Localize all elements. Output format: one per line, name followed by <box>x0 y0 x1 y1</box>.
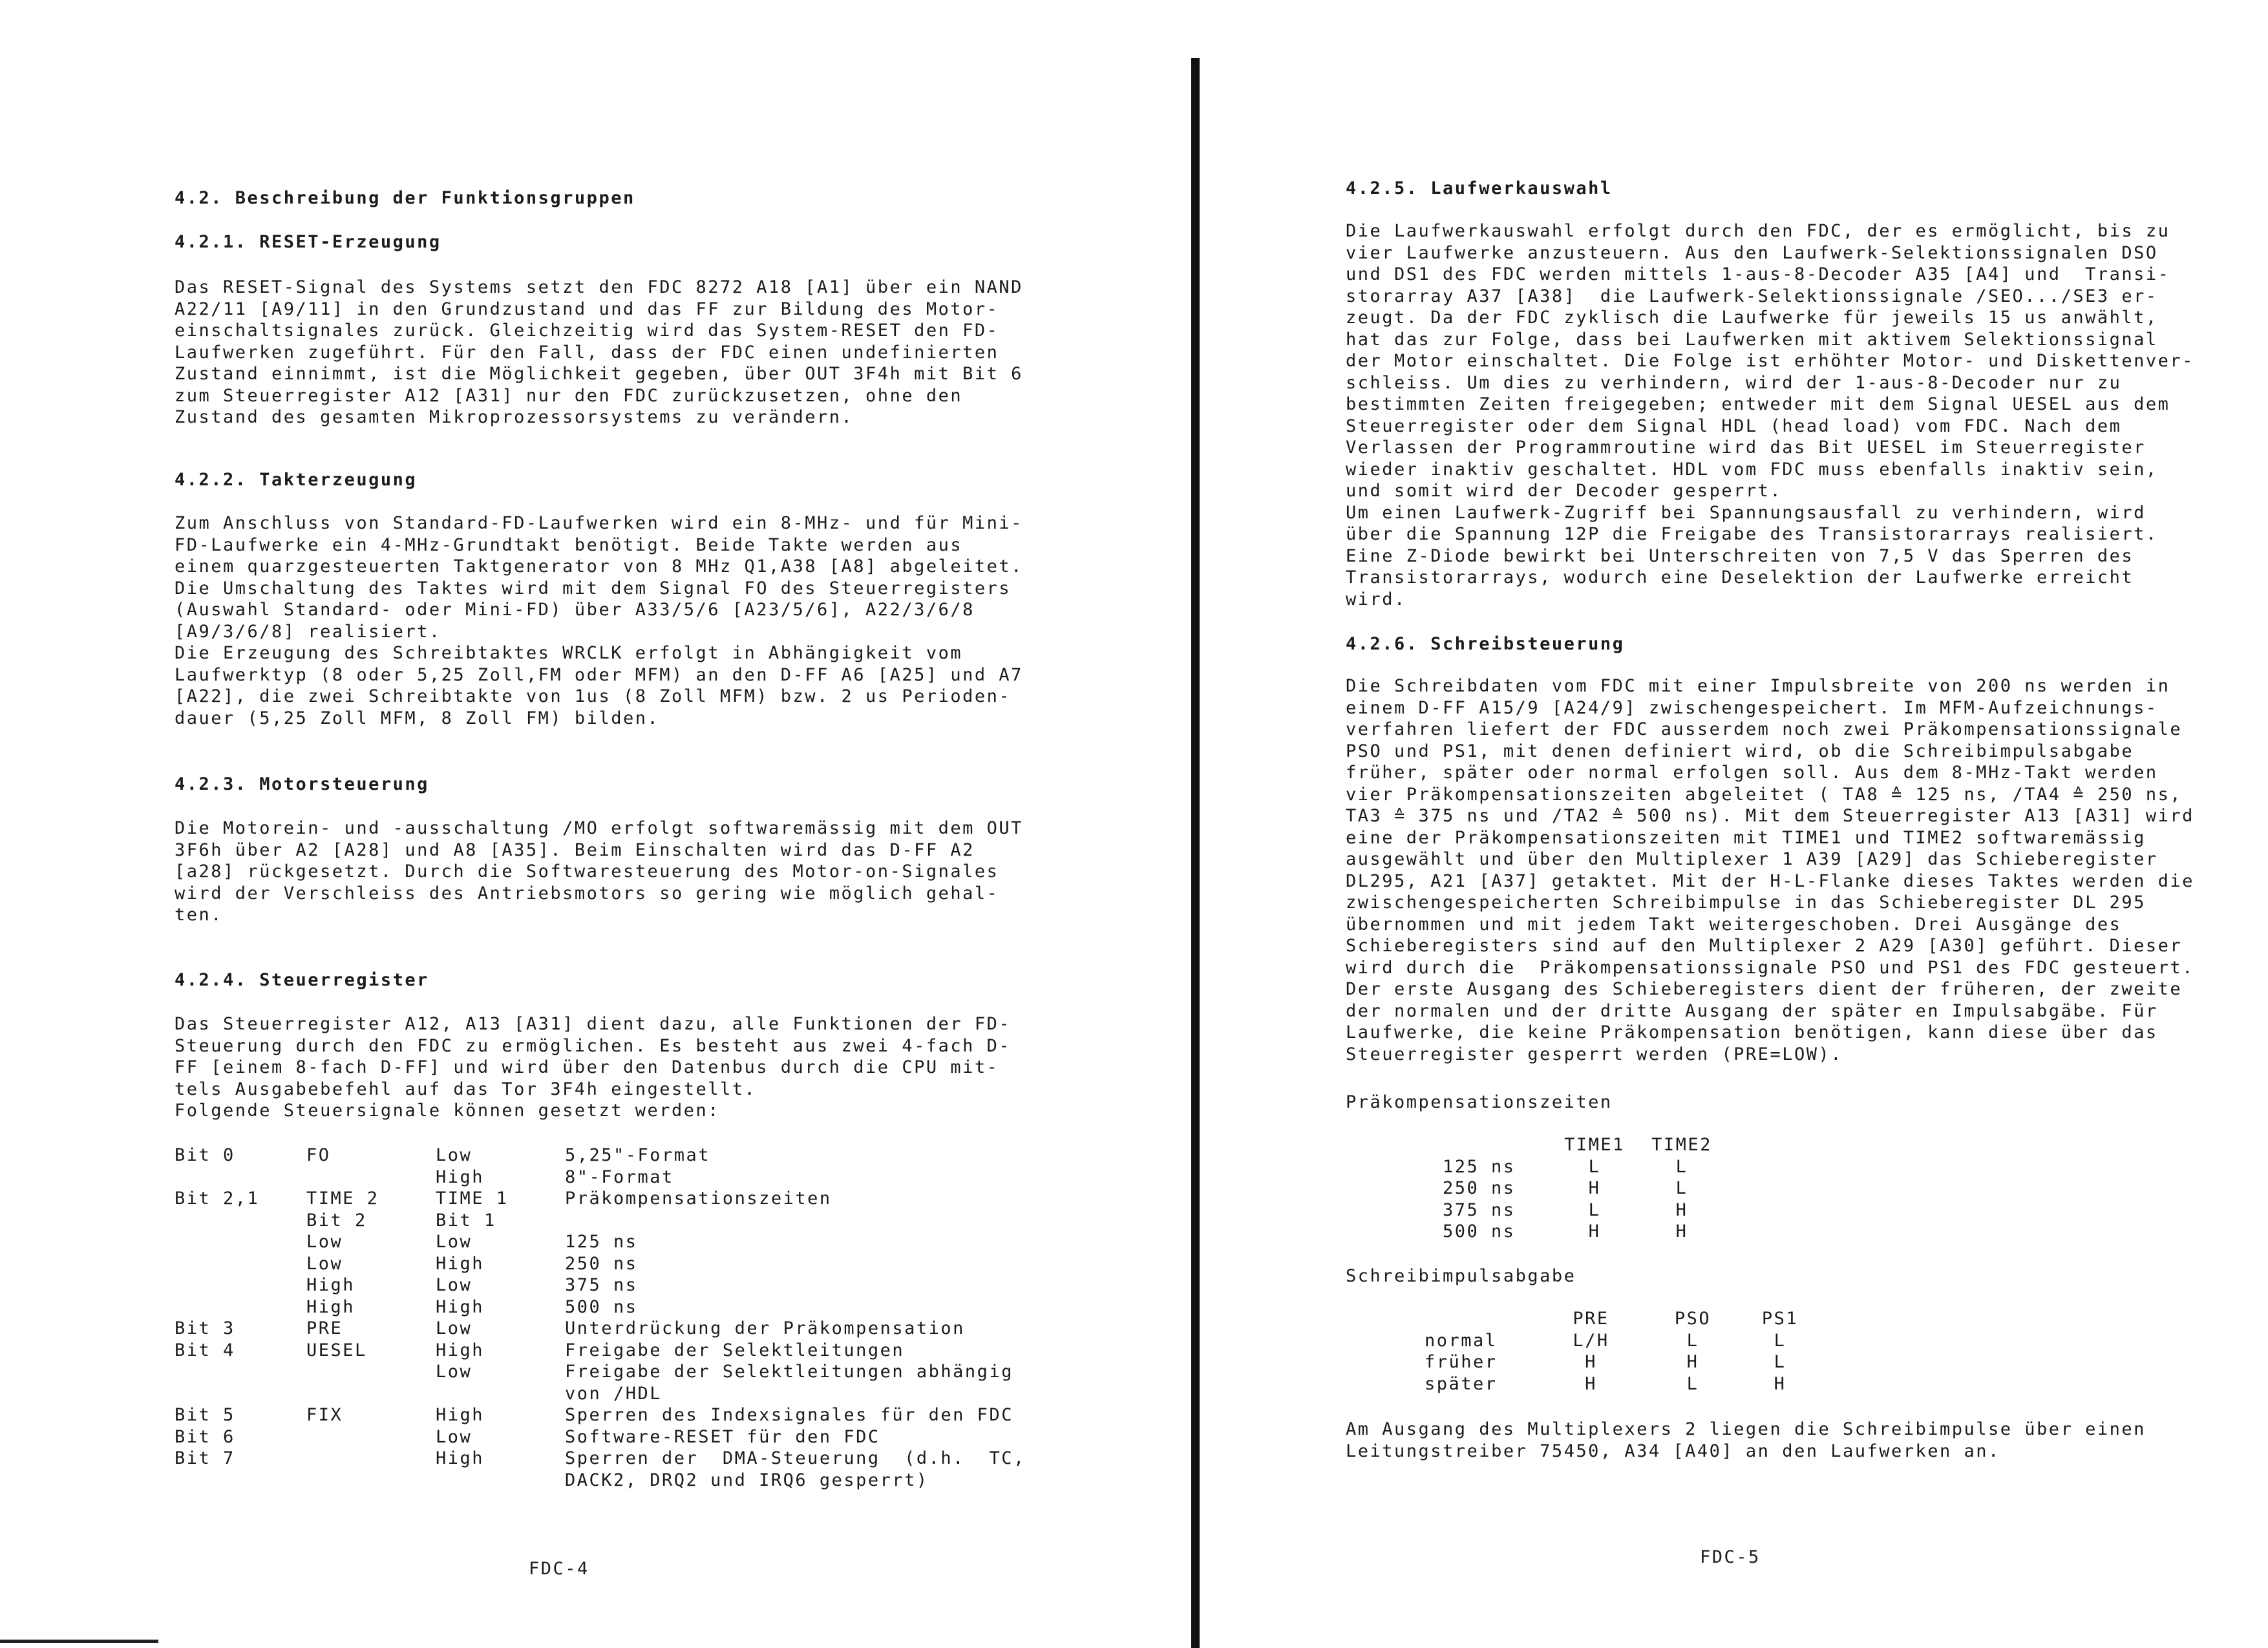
table-cell: Low <box>436 1318 472 1338</box>
table-cell: H <box>1588 1178 1601 1198</box>
table-cell: FIX <box>306 1405 343 1425</box>
table-cell: Bit 1 <box>436 1210 496 1231</box>
table-cell: L <box>1774 1330 1786 1351</box>
register-row <box>175 1340 1026 1362</box>
table-cell: L <box>1588 1156 1601 1177</box>
table-cell <box>175 1296 306 1318</box>
table-cell: 375 ns <box>1443 1199 1516 1220</box>
prak-row <box>1443 1134 1721 1156</box>
table-cell: Bit 7 <box>175 1448 235 1468</box>
table-cell: High <box>436 1253 485 1274</box>
section-heading-4-2-1: 4.2.1. RESET-Erzeugung <box>175 232 441 252</box>
table-cell: später <box>1425 1373 1498 1394</box>
table-cell <box>175 1210 306 1232</box>
schreibimpuls-table <box>1425 1308 1819 1395</box>
table-cell: Low <box>436 1362 472 1382</box>
table-cell: L <box>1774 1352 1786 1372</box>
table-cell: TIME2 <box>1651 1135 1712 1155</box>
table-cell: High <box>306 1275 355 1295</box>
paragraph-laufwerkauswahl: Die Laufwerkauswahl erfolgt durch den FDC, der es ermöglicht, bis zu vier Laufwerke anzusteuern. Aus den Laufwerk-Selektionssignalen DSO und DS1 des FDC werden mittels 1-aus-8-Decoder A35 [A4] und Transi- storarray A37 [A38] die Laufwerk-Selektionssignale /SEO.../SE3 er- zeugt. Da der FDC zyklisch die Laufwerke für jeweils 15 us anwählt, hat das zur Folge, dass bei Laufwerken mit aktivem Selektionssignal der Motor einschaltet. Die Folge ist erhöhter Motor- und Diskettenver- schleiss. Um dies zu verhindern, wird der 1-aus-8-Decoder nur zu bestimmten Zeiten freigegeben; entweder mit dem Signal UESEL aus dem Steuerregister oder dem Signal HDL (head load) vom FDC. Nach dem Verlassen der Programmroutine wird das Bit UESEL im Steuerregister wieder inaktiv geschaltet. HDL vom FDC muss ebenfalls inaktiv sein, und somit wird der Decoder gesperrt. Um einen Laufwerk-Zugriff bei Spannungsausfall zu verhindern, wird über die Spannung 12P die Freigabe des Transistorarrays realisiert. Eine Z-Diode bewirkt bei Unterschreiten von 7,5 V das Sperren des Transistorarrays, wodurch eine Deselektion der Laufwerke erreicht wird. <box>1346 221 2194 609</box>
table-cell: High <box>306 1296 355 1317</box>
section-heading-4-2-2: 4.2.2. Takterzeugung <box>175 470 418 490</box>
table-cell: Bit 2,1 <box>175 1188 260 1209</box>
table-cell: L <box>1686 1330 1699 1351</box>
table-cell: Freigabe der Selektleitungen abhängig <box>565 1362 1013 1382</box>
table-cell <box>306 1470 436 1492</box>
schreib-table-title: Schreibimpulsabgabe <box>1346 1266 1576 1286</box>
table-cell: 250 ns <box>565 1253 638 1274</box>
table-cell: H <box>1675 1199 1688 1220</box>
table-cell: 125 ns <box>1443 1156 1516 1177</box>
page-number: FDC-4 <box>529 1559 589 1579</box>
table-cell: H <box>1686 1352 1699 1372</box>
register-row <box>175 1210 1026 1232</box>
table-cell: Sperren des Indexsignales für den FDC <box>565 1405 1013 1425</box>
table-cell <box>175 1470 306 1492</box>
paragraph-steuerregister: Das Steuerregister A12, A13 [A31] dient dazu, alle Funktionen der FD- Steuerung durch den FDC zu ermöglichen. Es besteht aus zwei 4-fach D- FF [einem 8-fach D-FF] und wird über den Datenbus durch die CPU mit- tels Ausgabebefehl auf das Tor 3F4h eingestellt. Folgende Steuersignale können gesetzt werden: <box>175 1014 1012 1121</box>
register-row <box>175 1231 1026 1253</box>
table-cell: 500 ns <box>1443 1221 1516 1241</box>
table-cell: 375 ns <box>565 1275 638 1295</box>
table-cell: Bit 3 <box>175 1318 235 1338</box>
section-heading-4-2-6: 4.2.6. Schreibsteuerung <box>1346 634 1625 654</box>
table-cell: L <box>1675 1156 1688 1177</box>
table-cell: UESEL <box>306 1340 367 1360</box>
paragraph-motor: Die Motorein- und -ausschaltung /MO erfolgt softwaremässig mit dem OUT 3F6h über A2 [A28] und A8 [A35]. Beim Einschalten wird das D-FF A2 [a28] rückgesetzt. Durch die Softwaresteuerung des Motor-on-Signales wird der Verschleiss des Antriebsmotors so gering wie möglich gehal- ten. <box>175 818 1023 925</box>
table-cell: PS1 <box>1761 1309 1799 1329</box>
table-cell: Freigabe der Selektleitungen <box>565 1340 905 1360</box>
table-cell: Low <box>306 1232 343 1252</box>
schreib-row <box>1425 1373 1819 1395</box>
table-cell: früher <box>1425 1352 1498 1372</box>
table-cell: Low <box>436 1145 472 1165</box>
table-cell: 250 ns <box>1443 1178 1516 1198</box>
table-cell: Unterdrückung der Präkompensation <box>565 1318 965 1338</box>
paragraph-reset: Das RESET-Signal des Systems setzt den FDC 8272 A18 [A1] über ein NAND A22/11 [A9/11] in den Grundzustand und das FF zur Bildung des Motor- einschaltsignales zurück. Gleichzeitig wird das System-RESET den FD- Laufwerken zugeführt. Für den Fall, dass der FDC einen undefinierten Zustand einnimmt, ist die Möglichkeit gegeben, über OUT 3F4h mit Bit 6 zum Steuerregister A12 [A31] nur den FDC zurückzusetzen, ohne den Zustand des gesamten Mikroprozessorsystems zu verändern. <box>175 277 1023 427</box>
table-cell: H <box>1588 1221 1601 1241</box>
table-cell: PRE <box>1573 1309 1609 1329</box>
prakompensation-table <box>1443 1134 1721 1243</box>
table-cell: High <box>436 1340 485 1360</box>
table-cell <box>565 1210 1026 1232</box>
register-row <box>175 1296 1026 1318</box>
register-row <box>175 1145 1026 1167</box>
table-cell: Software-RESET für den FDC <box>565 1426 880 1447</box>
table-cell: Low <box>436 1275 472 1295</box>
section-heading-4-2-3: 4.2.3. Motorsteuerung <box>175 774 429 794</box>
table-cell: Low <box>436 1426 472 1447</box>
register-row <box>175 1383 1026 1405</box>
table-cell: Sperren der DMA-Steuerung (d.h. TC, <box>565 1448 1026 1468</box>
section-heading-4-2-4: 4.2.4. Steuerregister <box>175 970 429 990</box>
table-cell <box>1425 1308 1538 1330</box>
table-cell: L <box>1686 1373 1699 1394</box>
register-row <box>175 1167 1026 1188</box>
table-cell: 8"-Format <box>565 1167 674 1187</box>
table-cell: von /HDL <box>565 1383 662 1404</box>
register-bit-table <box>175 1145 1026 1491</box>
section-heading-4-2: 4.2. Beschreibung der Funktionsgruppen <box>175 188 635 208</box>
schreib-row <box>1425 1351 1819 1373</box>
prak-row <box>1443 1199 1721 1221</box>
table-cell <box>1443 1134 1546 1156</box>
table-cell: 500 ns <box>565 1296 638 1317</box>
table-cell: Bit 2 <box>306 1210 367 1231</box>
table-cell <box>175 1231 306 1253</box>
book-spine <box>1191 58 1200 1648</box>
prak-table-title: Präkompensationszeiten <box>1346 1092 1613 1112</box>
paragraph-schreibsteuerung: Die Schreibdaten vom FDC mit einer Impulsbreite von 200 ns werden in einem D-FF A15/9 [A24/9] zwischengespeichert. Im MFM-Aufzeichnungs- verfahren liefert der FDC ausserdem noch zwei Präkompensationssignale PSO und PS1, mit denen definiert wird, ob die Schreibimpulsabgabe früher, später oder normal erfolgen soll. Aus dem 8-MHz-Takt werden vier Präkompensationszeiten abgeleitet ( TA8 ≙ 125 ns, /TA4 ≙ 250 ns, TA3 ≙ 375 ns und /TA2 ≙ 500 ns). Mit dem Steuerregister A13 [A31] wird eine der Präkompensationszeiten mit TIME1 und TIME2 softwaremässig ausgewählt und über den Multiplexer 1 A39 [A29] das Schieberegister DL295, A21 [A37] getaktet. Mit der H-L-Flanke dieses Taktes werden die zwischengespeicherten Schreibimpulse in das Schieberegister DL 295 übernommen und mit jedem Takt weitergeschoben. Drei Ausgänge des Schieberegisters sind auf den Multiplexer 2 A29 [A30] geführt. Dieser wird durch die Präkompensationssignale PSO und PS1 des FDC gesteuert. Der erste Ausgang des Schieberegisters dient der früheren, der zweite der normalen und der dritte Ausgang der später en Impulsabgäbe. Für Laufwerke, die keine Präkompensation benötigen, kann diese über das Steuerregister gesperrt werden (PRE=LOW). <box>1346 676 2194 1064</box>
register-row <box>175 1448 1026 1470</box>
table-cell: High <box>436 1296 485 1317</box>
table-cell <box>306 1361 436 1383</box>
table-cell: Bit 5 <box>175 1405 235 1425</box>
table-cell: H <box>1585 1352 1597 1372</box>
register-row <box>175 1470 1026 1492</box>
table-cell <box>175 1361 306 1383</box>
table-cell <box>306 1167 436 1188</box>
table-cell: TIME 2 <box>306 1188 379 1209</box>
table-cell: 125 ns <box>565 1232 638 1252</box>
table-cell: L/H <box>1573 1330 1609 1351</box>
table-cell: High <box>436 1448 485 1468</box>
table-cell: H <box>1675 1221 1688 1241</box>
table-cell: Bit 6 <box>175 1426 235 1447</box>
table-cell: Bit 0 <box>175 1145 235 1165</box>
table-cell: Präkompensationszeiten <box>565 1188 832 1209</box>
register-row <box>175 1188 1026 1210</box>
table-cell: H <box>1585 1373 1597 1394</box>
prak-row <box>1443 1178 1721 1199</box>
table-cell <box>306 1426 436 1448</box>
register-row <box>175 1361 1026 1383</box>
prak-row <box>1443 1156 1721 1178</box>
table-cell <box>175 1274 306 1296</box>
paragraph-takt: Zum Anschluss von Standard-FD-Laufwerken wird ein 8-MHz- und für Mini- FD-Laufwerke ein 4-MHz-Grundtakt benötigt. Beide Takte werden aus einem quarzgesteuerten Taktgenerator von 8 MHz Q1,A38 [A8] abgeleitet. Die Umschaltung des Taktes wird mit dem Signal FO des Steuerregisters (Auswahl Standard- oder Mini-FD) über A33/5/6 [A23/5/6], A22/3/6/8 [A9/3/6/8] realisiert. Die Erzeugung des Schreibtaktes WRCLK erfolgt in Abhängigkeit vom Laufwerktyp (8 oder 5,25 Zoll,FM oder MFM) an den D-FF A6 [A25] und A7 [A22], die zwei Schreibtakte von 1us (8 Zoll MFM) bzw. 2 us Perioden- dauer (5,25 Zoll MFM, 8 Zoll FM) bilden. <box>175 513 1023 728</box>
register-row <box>175 1404 1026 1426</box>
table-cell: DACK2, DRQ2 und IRQ6 gesperrt) <box>565 1470 929 1490</box>
table-cell: L <box>1588 1199 1601 1220</box>
table-cell: Bit 4 <box>175 1340 235 1360</box>
schreib-row <box>1425 1330 1819 1352</box>
page-fdc-5 <box>1203 0 2268 1648</box>
table-cell: TIME 1 <box>436 1188 509 1209</box>
table-cell <box>175 1383 306 1405</box>
scan-edge-line <box>0 1640 158 1643</box>
table-cell: Low <box>306 1253 343 1274</box>
register-row <box>175 1253 1026 1275</box>
prak-row <box>1443 1221 1721 1243</box>
register-row <box>175 1318 1026 1340</box>
table-cell <box>175 1253 306 1275</box>
table-cell: normal <box>1425 1330 1498 1351</box>
table-cell: PRE <box>306 1318 343 1338</box>
table-cell: High <box>436 1167 485 1187</box>
table-cell: PSO <box>1674 1309 1712 1329</box>
schreib-row <box>1425 1308 1819 1330</box>
table-cell: 5,25"-Format <box>565 1145 711 1165</box>
section-heading-4-2-5: 4.2.5. Laufwerkauswahl <box>1346 178 1613 198</box>
table-cell: FO <box>306 1145 331 1165</box>
table-cell <box>306 1448 436 1470</box>
table-cell <box>175 1167 306 1188</box>
table-cell: High <box>436 1405 485 1425</box>
table-cell <box>306 1383 436 1405</box>
register-row <box>175 1426 1026 1448</box>
table-cell: Low <box>436 1232 472 1252</box>
table-cell: L <box>1675 1178 1688 1198</box>
table-cell <box>436 1470 565 1492</box>
page-number: FDC-5 <box>1700 1547 1761 1567</box>
table-cell: H <box>1774 1373 1786 1394</box>
paragraph-closing: Am Ausgang des Multiplexers 2 liegen die Schreibimpulse über einen Leitungstreiber 75450, A34 [A40] an den Laufwerken an. <box>1346 1419 2146 1461</box>
table-cell: TIME1 <box>1564 1135 1625 1155</box>
table-cell <box>436 1383 565 1405</box>
register-row <box>175 1274 1026 1296</box>
